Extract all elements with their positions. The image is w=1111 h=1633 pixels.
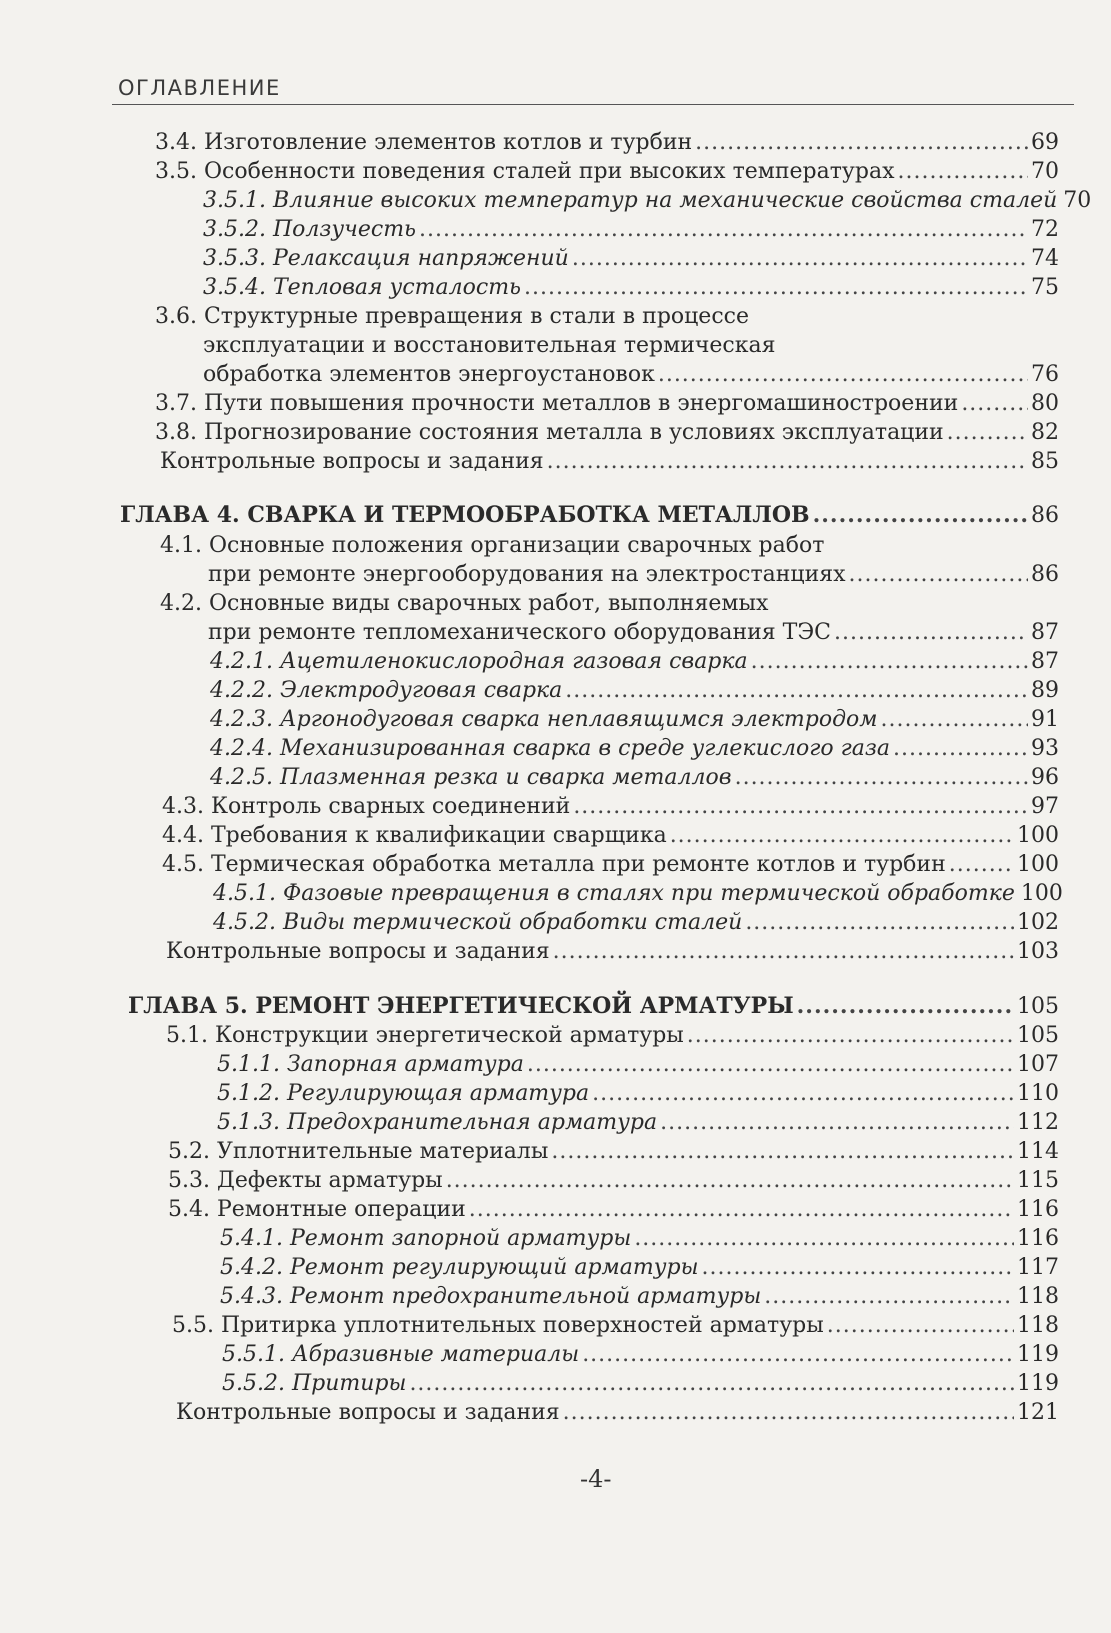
toc-subentry [210,676,1059,706]
toc-entry-page: 69 [1031,130,1059,155]
toc-entry-page: 119 [1017,1371,1059,1396]
toc-entry-page: 117 [1017,1255,1059,1280]
toc-entry [162,792,1059,822]
toc-leader-dots [524,273,1028,303]
toc-entry [203,360,1059,390]
toc-entry-page: 110 [1017,1081,1059,1106]
toc-entry [172,1311,1059,1341]
toc-entry-page: 87 [1031,649,1059,674]
toc-entry-title: 4.5.1. Фазовые превращения в сталях при термической обработке [213,881,1015,906]
toc-entry [160,447,1059,477]
toc-entry-title: 3.8. Прогнозирование состояния металла в условиях эксплуатации [155,420,944,445]
toc-leader-dots [658,360,1028,390]
toc-chapter-title: ГЛАВА 5. РЕМОНТ ЭНЕРГЕТИЧЕСКОЙ АРМАТУРЫ [128,993,794,1019]
toc-subentry [210,705,1059,735]
toc-leader-dots [527,1050,1014,1080]
toc-leader-dots [797,991,1014,1021]
toc-entry-line: 4.2. Основные виды сварочных работ, выполняемых [160,591,769,616]
toc-leader-dots [573,792,1028,822]
toc-entry [208,618,1059,648]
toc-entry-page: 114 [1017,1139,1059,1164]
toc-entry-page: 118 [1017,1284,1059,1309]
toc-leader-dots [849,560,1028,590]
toc-entry-title: 5.4.3. Ремонт предохранительной арматуры [220,1284,762,1309]
toc-entry-page: 87 [1031,620,1059,645]
toc-entry-page: 96 [1031,765,1059,790]
toc-leader-dots [764,1282,1014,1312]
toc-leader-dots [834,618,1028,648]
toc-leader-dots [409,1369,1014,1399]
toc-entry-page: 116 [1017,1197,1059,1222]
toc-subentry [203,244,1059,274]
toc-subentry [203,273,1059,303]
toc-leader-dots [446,1166,1014,1196]
toc-entry-page: 80 [1031,391,1059,416]
page-number: -4- [580,1465,612,1493]
toc-subentry [217,1108,1059,1138]
toc-leader-dots [419,215,1028,245]
toc-leader-dots [881,705,1028,735]
toc-entry-title: 5.5.2. Притиры [222,1371,407,1396]
toc-subentry [217,1079,1059,1109]
toc-leader-dots [949,850,1014,880]
toc-entry-title: 4.5. Термическая обработка металла при ремонте котлов и турбин [162,852,946,877]
toc-entry-page: 112 [1017,1110,1059,1135]
toc-entry [155,418,1059,448]
toc-chapter-title: ГЛАВА 4. СВАРКА И ТЕРМООБРАБОТКА МЕТАЛЛОВ [120,502,810,528]
toc-entry-title: 5.1.2. Регулирующая арматура [217,1081,590,1106]
toc-entry [168,1195,1059,1225]
toc-subentry [213,879,1063,909]
toc-leader-dots [551,1137,1014,1167]
toc-entry-line: 3.6. Структурные превращения в стали в процессе [155,304,749,329]
toc-entry-title: 4.3. Контроль сварных соединений [162,794,571,819]
toc-subentry [210,763,1059,793]
toc-entry-page: 100 [1017,823,1059,848]
toc-entry-page: 76 [1031,362,1059,387]
toc-entry-title: при ремонте энергооборудования на электростанциях [208,562,846,587]
toc-subentry [220,1224,1059,1254]
toc-entry-title: 4.4. Требования к квалификации сварщика [162,823,667,848]
running-head: ОГЛАВЛЕНИЕ [118,76,281,100]
toc-entry-title: 5.5.1. Абразивные материалы [222,1342,580,1367]
toc-leader-dots [660,1108,1014,1138]
toc-entry-title: 3.5.2. Ползучесть [203,217,417,242]
toc-entry [155,128,1059,158]
toc-entry-page: 91 [1031,707,1059,732]
toc-entry-title: 5.4.1. Ремонт запорной арматуры [220,1226,632,1251]
toc-entry-title: 5.1.1. Запорная арматура [217,1052,524,1077]
toc-entry-page: 121 [1017,1400,1059,1425]
toc-leader-dots [469,1195,1014,1225]
toc-entry-page: 86 [1031,503,1059,528]
toc-entry-title: 4.2.1. Ацетиленокислородная газовая сварка [210,649,748,674]
toc-entry-title: 3.5. Особенности поведения сталей при высоких температурах [155,159,895,184]
toc-entry-title: 4.2.2. Электродуговая сварка [210,678,563,703]
toc-subentry [203,215,1059,245]
toc-entry-line: 4.1. Основные положения организации сварочных работ [160,533,825,558]
toc-leader-dots [553,937,1014,967]
toc-entry-title: 5.4. Ремонтные операции [168,1197,466,1222]
toc-leader-dots [695,128,1028,158]
toc-entry-page: 72 [1031,217,1059,242]
toc-leader-dots [582,1340,1014,1370]
toc-entry-page: 89 [1031,678,1059,703]
toc-entry-title: Контрольные вопросы и задания [166,939,550,964]
toc-entry-page: 103 [1017,939,1059,964]
toc-leader-dots [572,244,1028,274]
toc-entry-page: 119 [1017,1342,1059,1367]
toc-entry-title: 3.5.3. Релаксация напряжений [203,246,569,271]
toc-entry-title: 3.4. Изготовление элементов котлов и турбин [155,130,693,155]
toc-subentry [222,1369,1059,1399]
toc-leader-dots [592,1079,1014,1109]
toc-entry-title: при ремонте тепломеханического оборудования ТЭС [208,620,832,645]
toc-subentry [220,1282,1059,1312]
toc-leader-dots [670,821,1014,851]
toc-entry-title: 4.2.4. Механизированная сварка в среде углекислого газа [210,736,891,761]
toc-leader-dots [893,734,1028,764]
toc-leader-dots [565,676,1028,706]
toc-entry-page: 70 [1063,188,1092,213]
toc-entry-page: 102 [1017,910,1059,935]
toc-entry [162,821,1059,851]
toc-entry-page: 86 [1031,562,1059,587]
toc-entry-page: 74 [1031,246,1059,271]
toc-subentry [217,1050,1059,1080]
toc-entry-title: 4.5.2. Виды термической обработки сталей [213,910,743,935]
toc-entry-title: Контрольные вопросы и задания [176,1400,560,1425]
toc-entry-page: 118 [1017,1313,1059,1338]
toc-entry [162,850,1059,880]
toc-entry-page: 97 [1031,794,1059,819]
toc-entry-page: 100 [1020,881,1063,906]
toc-entry-page: 116 [1017,1226,1059,1251]
toc-entry-page: 115 [1017,1168,1059,1193]
toc-entry-title: 5.5. Притирка уплотнительных поверхностей арматуры [172,1313,824,1338]
toc-subentry [222,1340,1059,1370]
toc-leader-dots [547,447,1028,477]
toc-leader-dots [897,157,1028,187]
toc-entry [176,1398,1059,1428]
toc-entry [168,1137,1059,1167]
toc-entry-line: эксплуатации и восстановительная термическая [203,333,776,358]
toc-chapter [128,991,1059,1022]
toc-entry-title: 3.5.4. Тепловая усталость [203,275,522,300]
toc-subentry [220,1253,1059,1283]
toc-entry [155,389,1059,419]
toc-entry [155,157,1059,187]
toc-entry-title: 3.7. Пути повышения прочности металлов в энергомашиностроении [155,391,959,416]
toc-entry-title: обработка элементов энергоустановок [203,362,655,387]
toc-entry-page: 100 [1017,852,1059,877]
toc-entry-title: 5.1.3. Предохранительная арматура [217,1110,658,1135]
toc-entry-title: 4.2.5. Плазменная резка и сварка металлов [210,765,732,790]
toc-leader-dots [634,1224,1014,1254]
toc-leader-dots [735,763,1028,793]
toc-leader-dots [745,908,1014,938]
toc-subentry [210,647,1059,677]
toc-entry [166,1021,1059,1051]
toc-leader-dots [751,647,1028,677]
toc-entry-title: Контрольные вопросы и задания [160,449,544,474]
toc-entry-page: 82 [1031,420,1059,445]
toc-entry-page: 93 [1031,736,1059,761]
toc-subentry [203,186,1092,216]
toc-leader-dots [563,1398,1014,1428]
toc-leader-dots [702,1253,1014,1283]
toc-subentry [210,734,1059,764]
toc-leader-dots [813,500,1028,530]
toc-entry [208,560,1059,590]
toc-entry-title: 5.2. Уплотнительные материалы [168,1139,549,1164]
toc-entry-page: 105 [1017,994,1059,1019]
toc-entry [168,1166,1059,1196]
toc-entry-page: 107 [1017,1052,1059,1077]
toc-entry [166,937,1059,967]
toc-leader-dots [947,418,1028,448]
toc-leader-dots [827,1311,1014,1341]
toc-subentry [213,908,1059,938]
toc-entry-title: 4.2.3. Аргонодуговая сварка неплавящимся электродом [210,707,878,732]
toc-leader-dots [961,389,1028,419]
toc-entry-page: 70 [1031,159,1059,184]
toc-entry-title: 5.1. Конструкции энергетической арматуры [166,1023,684,1048]
header-rule [112,104,1074,105]
toc-entry-title: 5.3. Дефекты арматуры [168,1168,443,1193]
toc-entry-page: 105 [1017,1023,1059,1048]
toc-entry-page: 75 [1031,275,1059,300]
toc-entry-page: 85 [1031,449,1059,474]
toc-entry-title: 5.4.2. Ремонт регулирующий арматуры [220,1255,699,1280]
toc-chapter [120,500,1059,531]
toc-entry-title: 3.5.1. Влияние высоких температур на механические свойства сталей [203,188,1058,213]
toc-leader-dots [687,1021,1014,1051]
